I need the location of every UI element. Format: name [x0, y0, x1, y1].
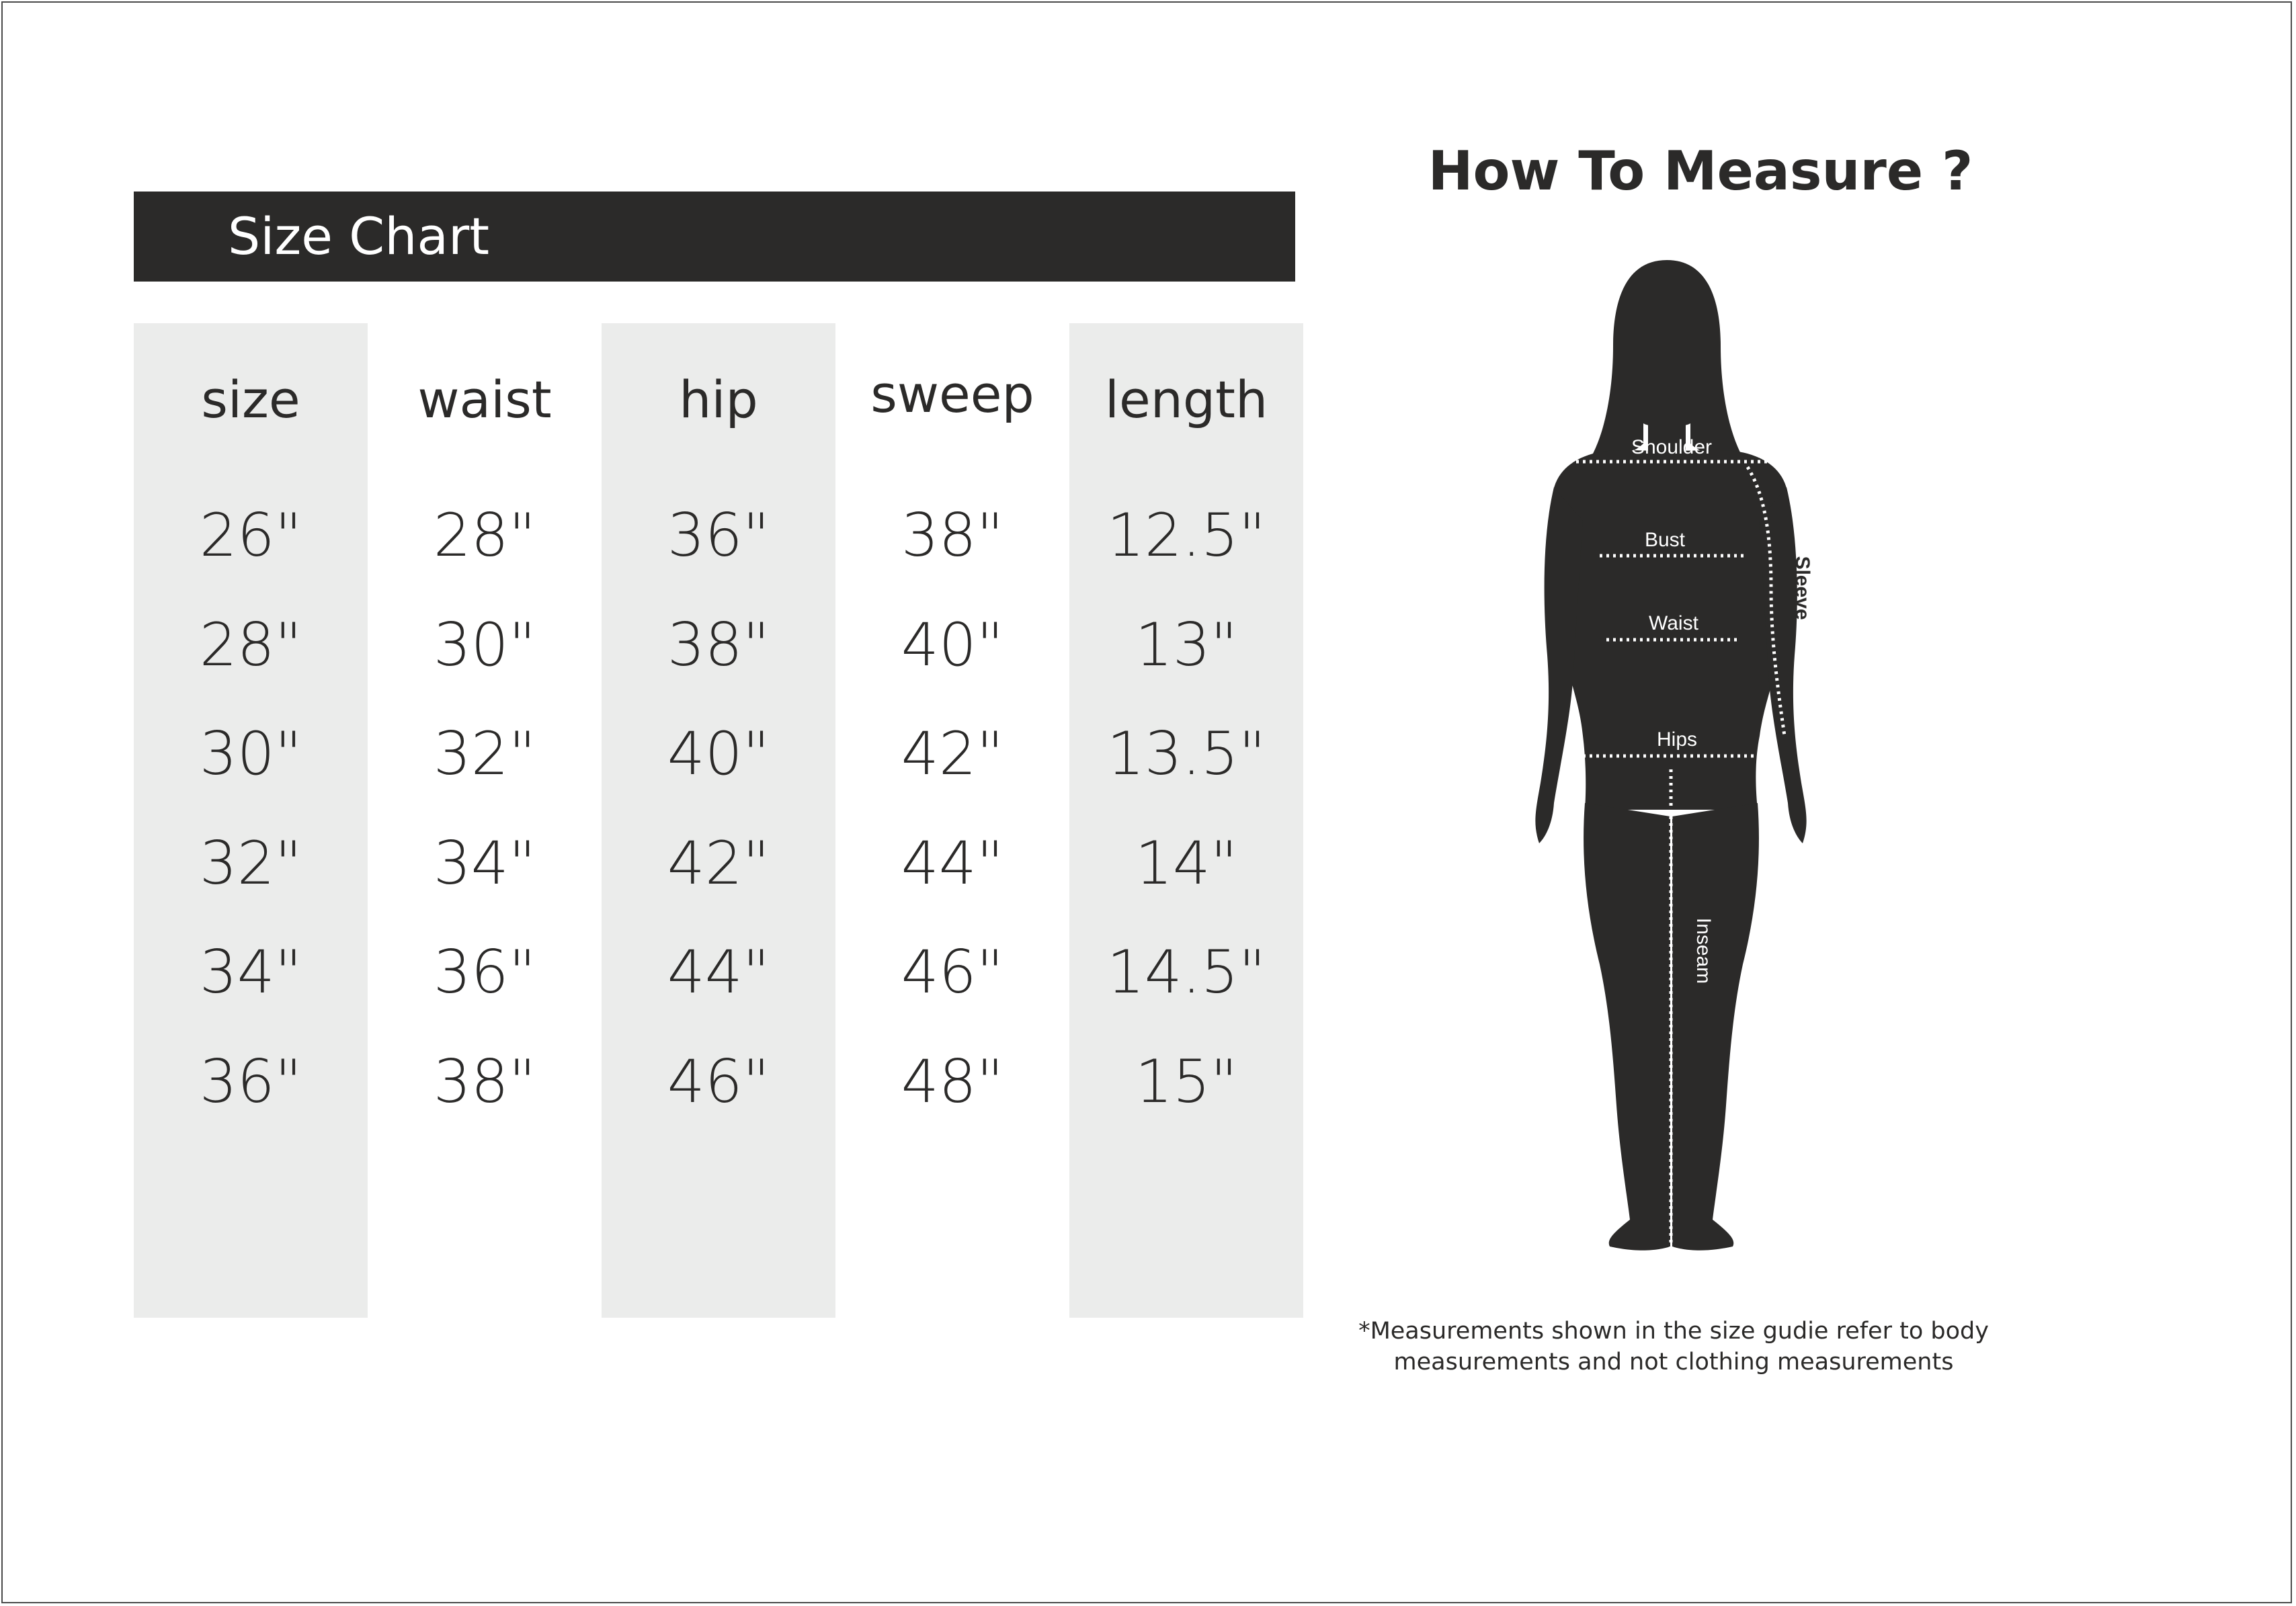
table-cell: 44" [667, 937, 770, 1007]
table-cell: 42" [901, 719, 1004, 788]
column-shade-length [1069, 323, 1303, 1318]
table-cell: 44" [901, 829, 1004, 898]
table-cell: 15" [1135, 1047, 1238, 1116]
table-cell: 38" [901, 501, 1004, 570]
column-header-length: length [1104, 370, 1268, 429]
table-cell: 36" [667, 501, 770, 570]
table-cell: 14" [1135, 829, 1238, 898]
table-cell: 30" [199, 719, 302, 788]
column-header-size: size [201, 370, 300, 429]
table-cell: 28" [433, 501, 536, 570]
table-cell: 32" [433, 719, 536, 788]
measurement-note [1338, 1316, 2010, 1378]
table-cell: 38" [667, 610, 770, 679]
note-line-1: *Measurements shown in the size gudie refer to body [1358, 1318, 1989, 1345]
size-chart-title: Size Chart [228, 206, 490, 266]
hips-label: Hips [1656, 728, 1698, 751]
table-cell: 30" [433, 610, 536, 679]
table-cell: 42" [667, 829, 770, 898]
female-silhouette-icon [1506, 252, 1842, 1273]
table-cell: 28" [199, 610, 302, 679]
note-line-2: measurements and not clothing measurements [1393, 1349, 1954, 1376]
table-cell: 34" [433, 829, 536, 898]
column-header-waist: waist [417, 370, 552, 429]
table-cell: 48" [901, 1047, 1004, 1116]
table-cell: 14.5" [1106, 937, 1266, 1007]
table-cell: 46" [901, 937, 1004, 1007]
table-cell: 38" [433, 1047, 536, 1116]
shoulder-label: Shoulder [1631, 436, 1713, 458]
size-chart-title-bar [134, 192, 1295, 282]
table-cell: 36" [433, 937, 536, 1007]
table-cell: 34" [199, 937, 302, 1007]
sleeve-label: Sleeve [1791, 556, 1813, 620]
table-cell: 13.5" [1106, 719, 1266, 788]
how-to-measure-title: How To Measure ? [1428, 140, 1973, 202]
table-cell: 13" [1135, 610, 1238, 679]
table-cell: 40" [901, 610, 1004, 679]
table-cell: 12.5" [1106, 501, 1266, 570]
table-cell: 32" [199, 829, 302, 898]
table-cell: 36" [199, 1047, 302, 1116]
column-shade-size [134, 323, 368, 1318]
column-header-sweep: sweep [870, 364, 1034, 424]
bust-label: Bust [1644, 529, 1686, 551]
table-cell: 46" [667, 1047, 770, 1116]
body-measurement-figure [1506, 252, 1842, 1277]
inseam-label: Inseam [1692, 917, 1715, 984]
table-cell: 26" [199, 501, 302, 570]
waist-label: Waist [1649, 612, 1698, 634]
column-header-hip: hip [679, 370, 758, 429]
table-cell: 40" [667, 719, 770, 788]
column-shade-hip [602, 323, 835, 1318]
